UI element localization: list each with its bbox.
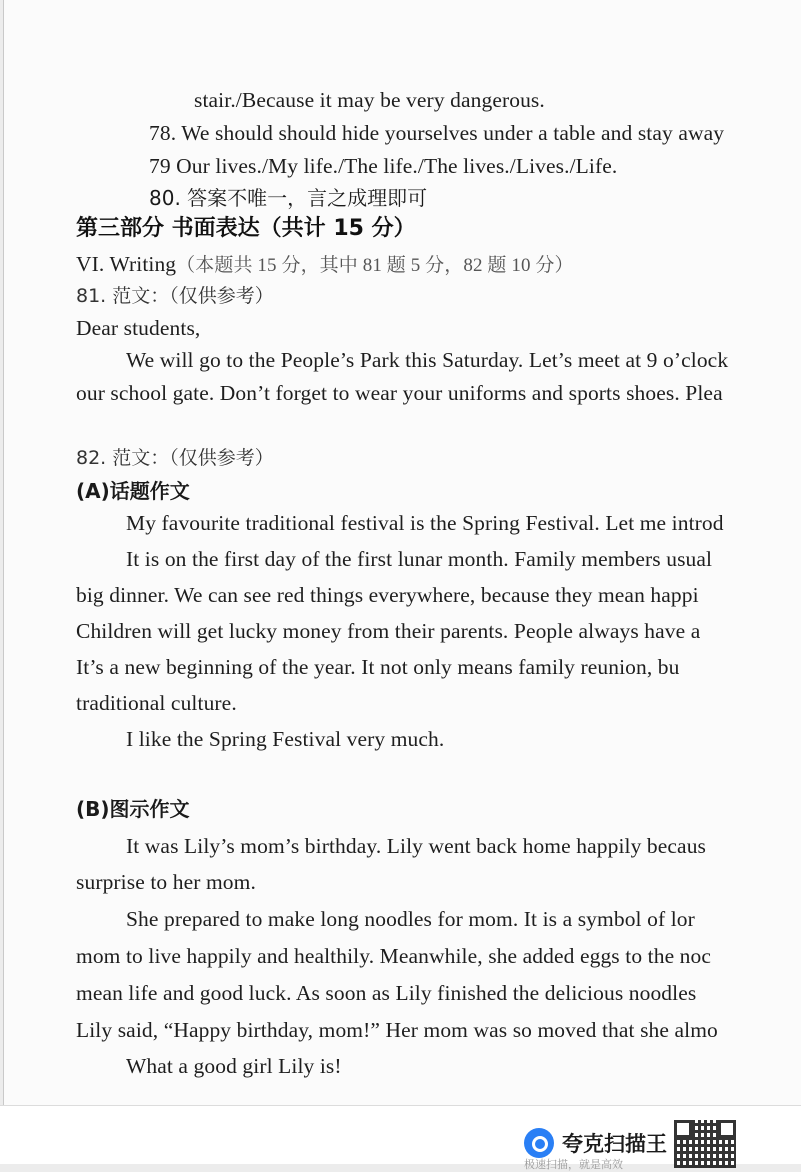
topic-essay-line: big dinner. We can see red things everywhere, because they mean happi	[76, 583, 699, 607]
writing-note: （本题共 15 分，其中 81 题 5 分，82 题 10 分）	[176, 255, 574, 276]
topic-essay-line: My favourite traditional festival is the Spring Festival. Let me introd	[126, 511, 724, 535]
topic-essay-title: (A)话题作文	[76, 479, 190, 503]
picture-essay-line: It was Lily’s mom’s birthday. Lily went back home happily becaus	[126, 834, 707, 858]
topic-essay-line: Children will get lucky money from their parents. People always have a	[76, 619, 701, 643]
q81-greeting: Dear students,	[76, 316, 201, 340]
picture-essay-line: What a good girl Lily is!	[126, 1054, 342, 1078]
brand-name: 夸克扫描王	[562, 1132, 667, 1156]
answer-80: 80. 答案不唯一，言之成理即可	[149, 186, 428, 210]
writing-heading	[76, 250, 574, 280]
picture-essay-line: mean life and good luck. As soon as Lily finished the delicious noodles	[76, 981, 697, 1005]
picture-essay-title: (B)图示作文	[76, 797, 190, 821]
picture-essay-line: She prepared to make long noodles for mom. It is a symbol of lor	[126, 907, 695, 931]
topic-essay-line: traditional culture.	[76, 691, 237, 715]
section-title: 第三部分 书面表达（共计 15 分）	[76, 216, 416, 241]
answer-79: 79 Our lives./My life./The life./The lives./Lives./Life.	[149, 154, 618, 178]
topic-essay-line: It is on the first day of the first lunar month. Family members usual	[126, 547, 713, 571]
q81-label: 81. 范文：（仅供参考）	[76, 285, 274, 307]
answer-78: 78. We should should hide yourselves under a table and stay away	[149, 121, 725, 145]
q81-line-2: our school gate. Don’t forget to wear your uniforms and sports shoes. Plea	[76, 381, 723, 405]
q81-line-1: We will go to the People’s Park this Saturday. Let’s meet at 9 o’clock	[126, 348, 729, 372]
picture-essay-line: surprise to her mom.	[76, 870, 256, 894]
brand-tagline: 极速扫描，就是高效	[524, 1158, 623, 1171]
qr-code-icon	[674, 1120, 736, 1168]
picture-essay-line: Lily said, “Happy birthday, mom!” Her mom was so moved that she almo	[76, 1018, 718, 1042]
document-page	[3, 0, 801, 1105]
q82-label: 82. 范文：（仅供参考）	[76, 447, 274, 469]
picture-essay-line: mom to live happily and healthily. Meanwhile, she added eggs to the noc	[76, 944, 712, 968]
answer-77-continuation: stair./Because it may be very dangerous.	[194, 88, 545, 112]
quark-logo-icon	[524, 1128, 554, 1158]
topic-essay-line: It’s a new beginning of the year. It not only means family reunion, bu	[76, 655, 680, 679]
writing-label: VI. Writing	[76, 252, 177, 276]
topic-essay-line: I like the Spring Festival very much.	[126, 727, 445, 751]
brand-logo	[524, 1126, 667, 1160]
scanner-footer	[0, 1105, 801, 1171]
